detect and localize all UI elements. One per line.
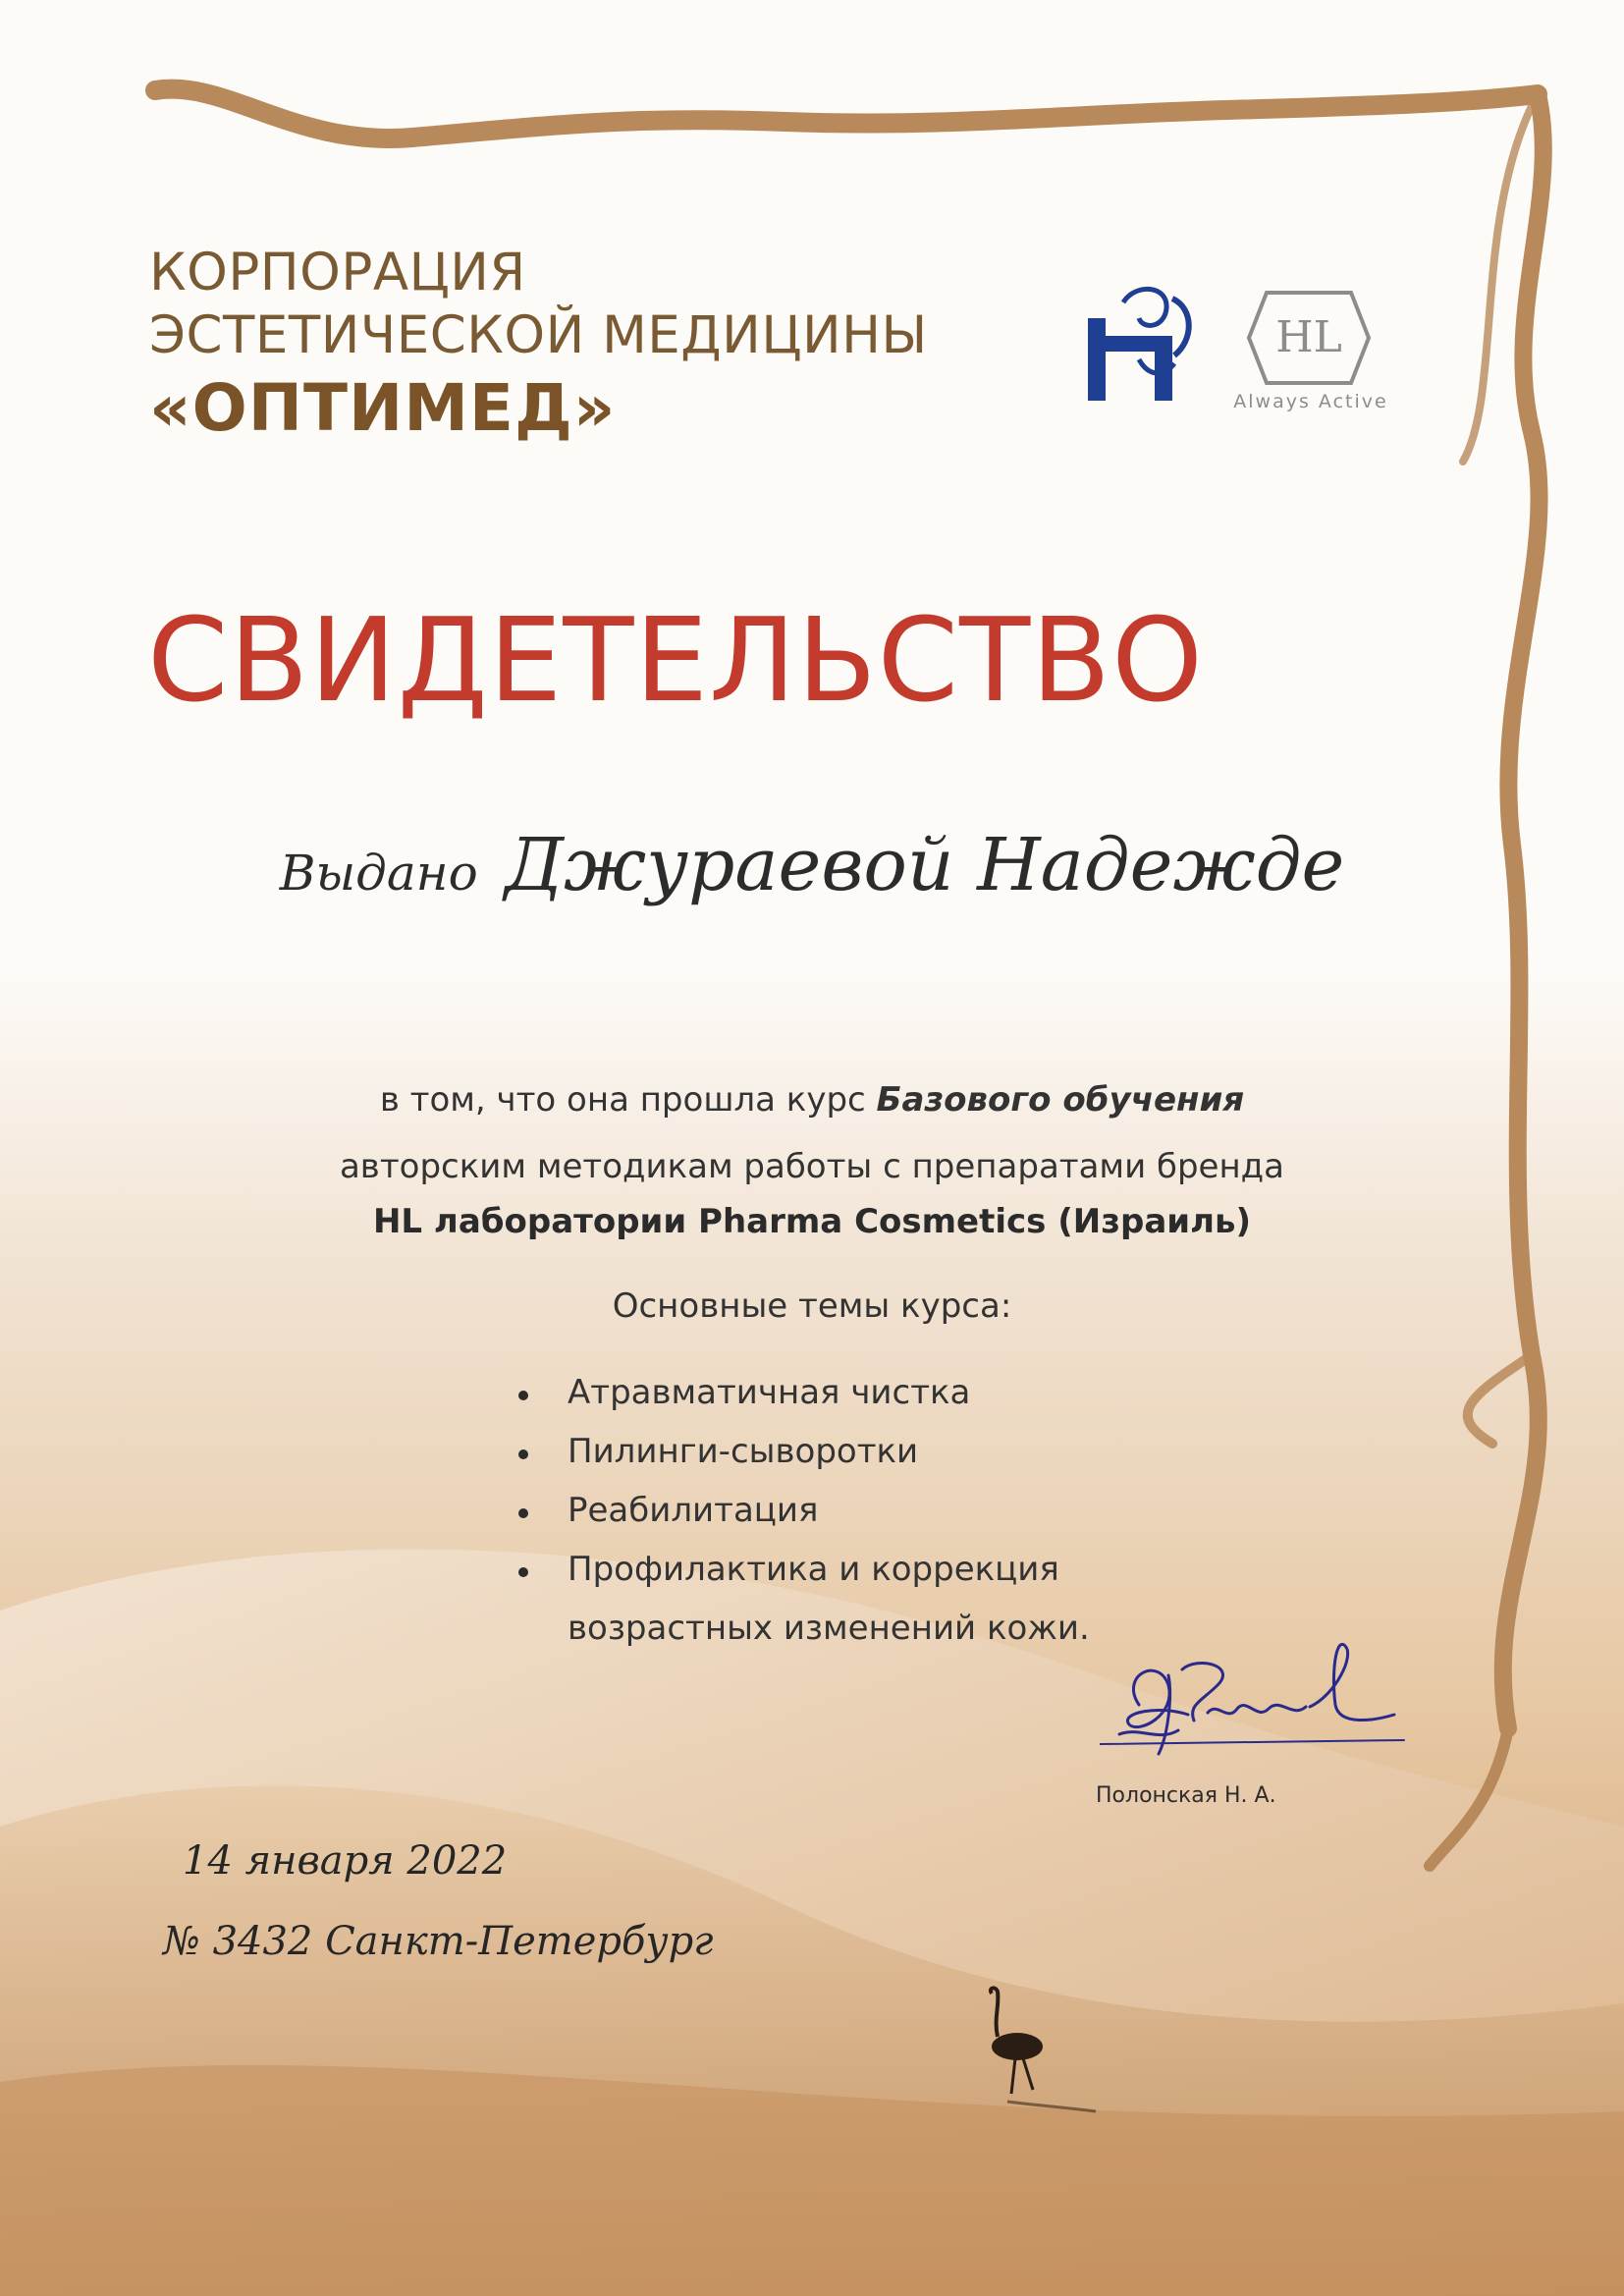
pharmacy-bowl-logo-icon (1084, 279, 1212, 407)
course-statement-prefix: в том, что она прошла курс (379, 1080, 877, 1120)
document-title: СВИДЕТЕЛЬСТВО (147, 592, 1204, 728)
brand-line: HL лаборатории Pharma Cosmetics (Израиль) (372, 1202, 1252, 1241)
issued-label: Выдано (279, 845, 478, 902)
list-item-continuation (511, 1607, 1198, 1666)
list-item (511, 1548, 1198, 1607)
certificate-number-city: № 3432 Санкт-Петербург (163, 1919, 714, 1964)
hl-hexagon-logo-icon (1245, 289, 1373, 387)
course-statement (0, 1080, 1624, 1120)
bullet-icon (518, 1508, 528, 1518)
bullet-icon (518, 1449, 528, 1459)
organization-line-2: ЭСТЕТИЧЕСКОЙ МЕДИЦИНЫ (149, 305, 928, 365)
course-name: Базового обучения (876, 1080, 1245, 1120)
organization-header (149, 242, 1033, 450)
ostrich-icon (968, 1986, 1106, 2113)
signer-name: Полонская Н. А. (1096, 1783, 1276, 1808)
topic-label: Реабилитация (568, 1491, 819, 1530)
course-description: авторским методикам работы с препаратами бренда (339, 1147, 1285, 1186)
topics-heading: Основные темы курса: (612, 1286, 1012, 1326)
bullet-icon (518, 1567, 528, 1577)
hl-logo-tagline: Always Active (1233, 391, 1388, 412)
topic-label: Атравматичная чистка (568, 1373, 971, 1412)
recipient-name: Джураевой Надежде (504, 823, 1345, 907)
list-item (511, 1489, 1198, 1548)
list-item (511, 1371, 1198, 1430)
bullet-icon (518, 1391, 528, 1400)
topic-label: Пилинги-сыворотки (568, 1432, 919, 1471)
list-item (511, 1430, 1198, 1489)
topic-label: Профилактика и коррекция (568, 1550, 1059, 1589)
hl-logo-text: HL (1275, 312, 1342, 362)
topic-label: возрастных изменений кожи. (568, 1609, 1090, 1648)
organization-line-1: КОРПОРАЦИЯ (149, 243, 526, 302)
organization-name: «ОПТИМЕД» (149, 370, 617, 446)
handwritten-signature (1100, 1636, 1414, 1783)
issued-to (0, 823, 1624, 907)
topics-list (511, 1371, 1198, 1666)
issue-date: 14 января 2022 (183, 1838, 508, 1884)
